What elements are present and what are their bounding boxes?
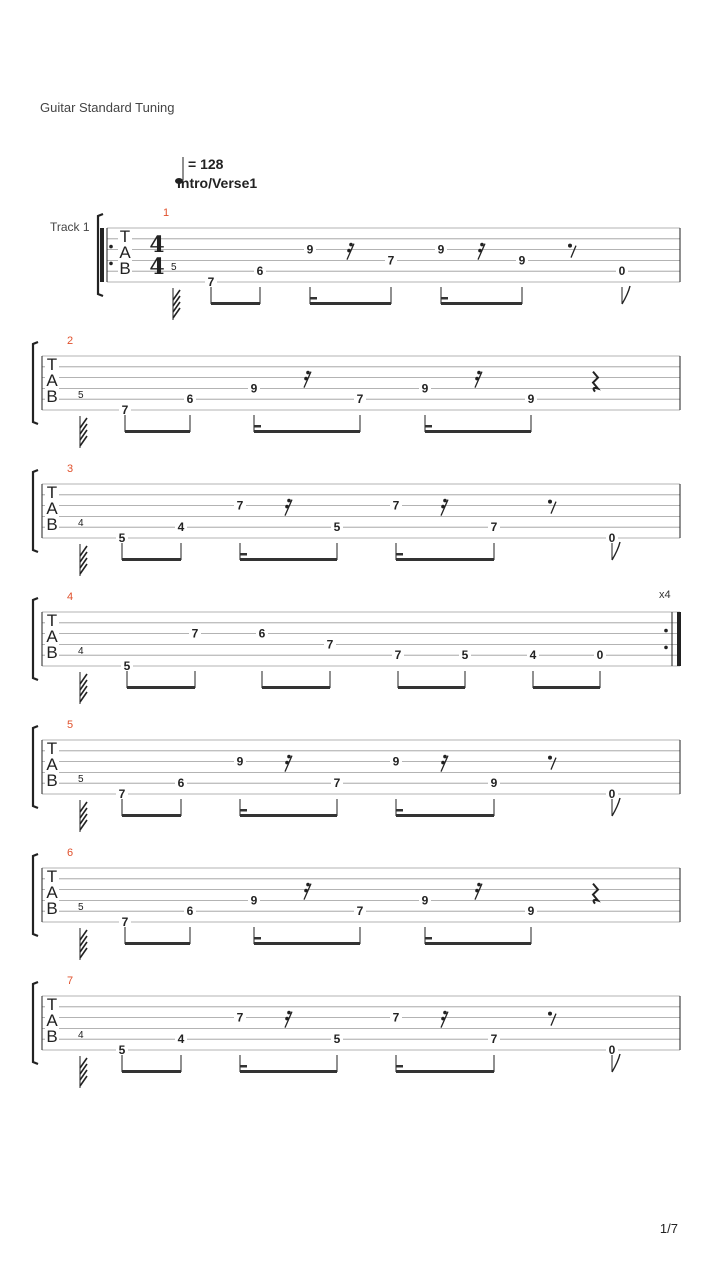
bar-number: 1: [163, 207, 170, 219]
beam-stub: [254, 937, 261, 940]
beam-stub: [396, 1065, 403, 1068]
fret-number: 9: [392, 754, 400, 769]
beam: [122, 814, 181, 817]
beam: [441, 302, 522, 305]
rest-dot: [548, 1012, 552, 1016]
quarter-rest: [593, 372, 598, 392]
fret-number: 0: [618, 264, 626, 279]
grace-note-flag: [80, 544, 87, 576]
tab-clef-letter: T: [46, 739, 58, 758]
fret-number: 4: [177, 520, 185, 535]
fret-number: 6: [258, 626, 266, 641]
fret-number: 5: [118, 1043, 126, 1057]
repeat-dot: [664, 646, 668, 650]
tab-clef-letter: T: [46, 995, 58, 1014]
rest-dot: [441, 505, 445, 509]
grace-note-flag: [80, 1056, 87, 1088]
repeat-start-thick-bar: [100, 228, 104, 282]
fret-number: 5: [333, 1032, 341, 1047]
tab-clef-letter: B: [46, 1027, 58, 1046]
fret-number: 5: [123, 659, 131, 673]
rest-dot: [441, 1017, 445, 1021]
beam: [122, 558, 181, 561]
fret-number: 7: [356, 904, 364, 919]
grace-fret-number: 5: [171, 262, 177, 274]
fret-number: 9: [421, 893, 429, 908]
beam: [425, 942, 531, 945]
rest-dot: [480, 243, 484, 247]
tab-clef-letter: T: [46, 867, 58, 886]
beam-stub: [396, 809, 403, 812]
grace-fret-number: 4: [78, 646, 84, 658]
tab-clef-letter: B: [46, 899, 58, 918]
system-bracket: [33, 342, 38, 424]
fret-number: 7: [236, 498, 244, 513]
beam: [425, 430, 531, 433]
fret-number: 6: [186, 392, 194, 407]
grace-fret-number: 4: [78, 1030, 84, 1042]
rest-dot: [478, 249, 482, 253]
beam-stub: [310, 297, 317, 300]
fret-number: 7: [392, 498, 400, 513]
rest-dot: [285, 505, 289, 509]
fret-number: 9: [306, 242, 314, 257]
bar-number: 4: [67, 591, 74, 603]
tab-system: [33, 719, 680, 832]
tab-system: [33, 589, 681, 704]
tab-clef-letter: A: [46, 755, 58, 774]
fret-number: 0: [608, 1043, 616, 1057]
tempo-value: = 128: [188, 156, 224, 172]
grace-note-flag: [80, 800, 87, 832]
repeat-dot: [109, 245, 113, 249]
tab-clef-letter: T: [119, 227, 131, 246]
tab-clef-letter: A: [46, 883, 58, 902]
beam: [310, 302, 391, 305]
grace-note-flag: [80, 928, 87, 960]
fret-number: 5: [333, 520, 341, 535]
rest-dot: [304, 889, 308, 893]
beam: [398, 686, 465, 689]
fret-number: 9: [518, 253, 526, 268]
beam: [240, 814, 337, 817]
fret-number: 7: [392, 1010, 400, 1025]
fret-number: 5: [461, 648, 469, 663]
beam-stub: [240, 1065, 247, 1068]
rest-dot: [475, 889, 479, 893]
tab-clef-letter: B: [46, 387, 58, 406]
rest-dot: [475, 377, 479, 381]
grace-fret-number: 5: [78, 390, 84, 402]
beam: [262, 686, 330, 689]
beam: [396, 814, 494, 817]
beam: [125, 942, 190, 945]
rest-dot: [548, 500, 552, 504]
rest-dot: [304, 377, 308, 381]
fret-number: 0: [608, 531, 616, 545]
bar-number: 6: [67, 847, 74, 859]
fret-number: 9: [527, 904, 535, 919]
rest-dot: [287, 755, 291, 759]
system-bracket: [33, 982, 38, 1064]
eighth-rest: [551, 502, 556, 514]
beam: [396, 558, 494, 561]
eighth-rest: [571, 246, 576, 258]
fret-number: 9: [490, 776, 498, 791]
tuning-label: Guitar Standard Tuning: [40, 100, 175, 115]
tab-system: [98, 207, 680, 320]
fret-number: 4: [529, 648, 537, 663]
fret-number: 4: [177, 1032, 185, 1047]
system-bracket: [33, 854, 38, 936]
fret-number: 7: [191, 626, 199, 641]
tab-clef-letter: A: [119, 243, 131, 262]
grace-fret-number: 5: [78, 902, 84, 914]
grace-note-flag: [80, 416, 87, 448]
tab-clef-letter: B: [46, 771, 58, 790]
fret-number: 7: [356, 392, 364, 407]
tab-system: [33, 847, 680, 960]
fret-number: 9: [250, 893, 258, 908]
system-bracket: [33, 598, 38, 680]
rest-dot: [285, 761, 289, 765]
fret-number: 7: [490, 520, 498, 535]
bar-number: 7: [67, 975, 74, 987]
rest-dot: [443, 755, 447, 759]
fret-number: 7: [121, 915, 129, 929]
tab-clef-letter: B: [119, 259, 131, 278]
beam-stub: [425, 937, 432, 940]
beam: [127, 686, 195, 689]
tab-clef-letter: A: [46, 627, 58, 646]
grace-fret-number: 5: [78, 774, 84, 786]
tab-clef-letter: T: [46, 483, 58, 502]
grace-fret-number: 4: [78, 518, 84, 530]
fret-number: 0: [596, 648, 604, 663]
rest-dot: [306, 371, 310, 375]
eighth-flag: [622, 286, 630, 304]
rest-dot: [443, 499, 447, 503]
bar-number: 2: [67, 335, 74, 347]
repeat-end-thick-bar: [677, 612, 681, 666]
beam: [125, 430, 190, 433]
rest-dot: [548, 756, 552, 760]
fret-number: 7: [394, 648, 402, 663]
beam: [533, 686, 600, 689]
beam: [122, 1070, 181, 1073]
tab-clef-letter: T: [46, 611, 58, 630]
rest-dot: [349, 243, 353, 247]
eighth-rest: [551, 758, 556, 770]
beam-stub: [240, 809, 247, 812]
fret-number: 7: [490, 1032, 498, 1047]
fret-number: 9: [437, 242, 445, 257]
beam-stub: [396, 553, 403, 556]
fret-number: 9: [527, 392, 535, 407]
rest-dot: [347, 249, 351, 253]
fret-number: 7: [207, 275, 215, 289]
repeat-dot: [109, 262, 113, 266]
beam: [240, 558, 337, 561]
beam-stub: [441, 297, 448, 300]
rest-dot: [477, 371, 481, 375]
beam-stub: [240, 553, 247, 556]
fret-number: 5: [118, 531, 126, 545]
fret-number: 7: [333, 776, 341, 791]
rest-dot: [306, 883, 310, 887]
tab-clef-letter: T: [46, 355, 58, 374]
tab-clef-letter: B: [46, 515, 58, 534]
fret-number: 7: [326, 637, 334, 652]
fret-number: 7: [236, 1010, 244, 1025]
beam-stub: [425, 425, 432, 428]
fret-number: 9: [236, 754, 244, 769]
rest-dot: [568, 244, 572, 248]
tab-clef-letter: A: [46, 371, 58, 390]
page-number: 1/7: [659, 1221, 678, 1236]
track-name: Track 1: [50, 220, 90, 234]
fret-number: 9: [250, 381, 258, 396]
beam: [396, 1070, 494, 1073]
tab-system: [33, 335, 680, 448]
section-label: Intro/Verse1: [177, 175, 258, 191]
fret-number: 6: [256, 264, 264, 279]
eighth-rest: [551, 1014, 556, 1026]
rest-dot: [287, 499, 291, 503]
tab-clef-letter: A: [46, 499, 58, 518]
rest-dot: [287, 1011, 291, 1015]
rest-dot: [477, 883, 481, 887]
quarter-rest: [593, 884, 598, 904]
system-bracket: [33, 470, 38, 552]
bar-number: 3: [67, 463, 74, 475]
fret-number: 6: [186, 904, 194, 919]
fret-number: 7: [387, 253, 395, 268]
tab-clef-letter: A: [46, 1011, 58, 1030]
fret-number: 7: [118, 787, 126, 801]
beam: [254, 430, 360, 433]
fret-number: 6: [177, 776, 185, 791]
system-bracket: [33, 726, 38, 808]
beam: [240, 1070, 337, 1073]
grace-note-flag: [173, 288, 180, 320]
tab-system: [33, 975, 680, 1088]
grace-note-flag: [80, 672, 87, 704]
tab-clef-letter: B: [46, 643, 58, 662]
repeat-count: x4: [659, 589, 671, 601]
tab-system: [33, 463, 680, 576]
fret-number: 7: [121, 403, 129, 417]
rest-dot: [285, 1017, 289, 1021]
fret-number: 0: [608, 787, 616, 801]
fret-number: 9: [421, 381, 429, 396]
beam: [211, 302, 260, 305]
repeat-dot: [664, 629, 668, 633]
rest-dot: [441, 761, 445, 765]
bar-number: 5: [67, 719, 74, 731]
rest-dot: [443, 1011, 447, 1015]
time-signature-bottom: 4: [149, 254, 165, 280]
time-signature-top: 4: [149, 232, 165, 258]
beam-stub: [254, 425, 261, 428]
beam: [254, 942, 360, 945]
